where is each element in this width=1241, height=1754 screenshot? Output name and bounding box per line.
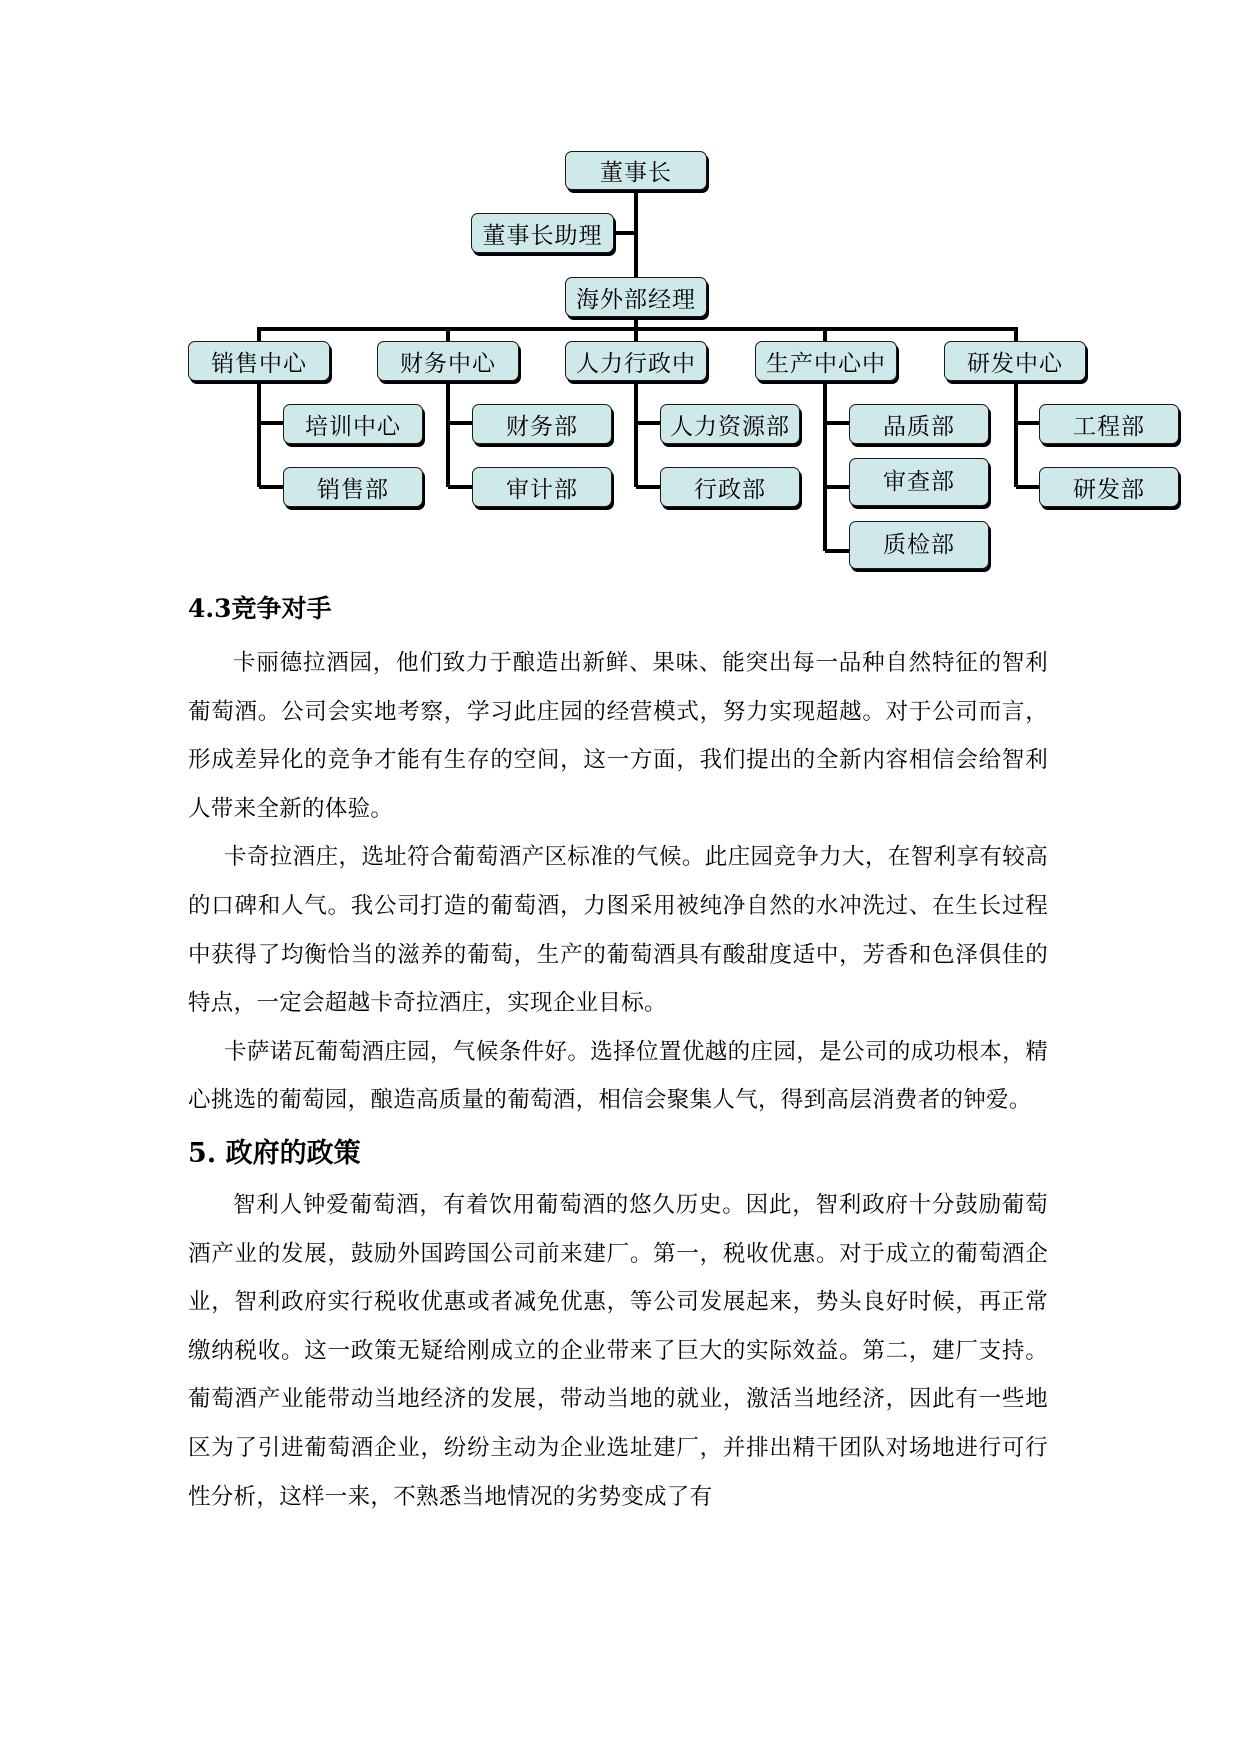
paragraph-3: 卡萨诺瓦葡萄酒庄园，气候条件好。选择位置优越的庄园，是公司的成功根本，精心挑选的葡萄园，酿造高质量的葡萄酒，相信会聚集人气，得到高层消费者的钟爱。: [188, 1038, 1048, 1114]
paragraph-4: 智利人钟爱葡萄酒，有着饮用葡萄酒的悠久历史。因此，智利政府十分鼓励葡萄酒产业的发展，鼓励外国跨国公司前来建厂。第一，税收优惠。对于成立的葡萄酒企业，智利政府实行税收优惠或者减免优惠，等公司发展起来，势头良好时候，再正常缴纳税收。这一政策无疑给刚成立的企业带来了巨大的实际效益。第二，建厂支持。葡萄酒产业能带动当地经济的发展，带动当地的就业，激活当地经济，因此有一些地区为了引进葡萄酒企业，纷纷主动为企业选址建厂，并排出精干团队对场地进行可行性分析，这样一来，不熟悉当地情况的劣势变成了有: [188, 1191, 1048, 1510]
document-body: [188, 585, 1048, 1521]
node-dept-engineering: 工程部: [1039, 404, 1179, 444]
node-dept-admin: 行政部: [660, 467, 800, 507]
node-dept-audit: 审计部: [472, 467, 612, 507]
node-overseas-manager: 海外部经理: [565, 277, 707, 317]
paragraph-2: 卡奇拉酒庄，选址符合葡萄酒产区标准的气候。此庄园竞争力大，在智利享有较高的口碑和人气。我公司打造的葡萄酒，力图采用被纯净自然的水冲洗过、在生长过程中获得了均衡恰当的滋养的葡萄，生产的葡萄酒具有酸甜度适中，芳香和色泽俱佳的特点，一定会超越卡奇拉酒庄，实现企业目标。: [188, 844, 1048, 1017]
node-chairman-assistant: 董事长助理: [471, 213, 614, 253]
node-dept-finance: 财务部: [472, 404, 612, 444]
node-center-rnd: 研发中心: [944, 341, 1086, 381]
node-dept-inspection: 质检部: [849, 521, 989, 569]
node-dept-rnd: 研发部: [1039, 467, 1179, 507]
node-dept-training: 培训中心: [283, 404, 423, 444]
node-dept-review: 审查部: [849, 458, 989, 506]
node-dept-quality: 品质部: [849, 404, 989, 444]
node-chairman: 董事长: [565, 151, 707, 190]
node-dept-hr: 人力资源部: [660, 404, 800, 444]
node-center-production: 生产中心中: [755, 341, 897, 381]
org-chart: [0, 0, 1241, 590]
node-center-sales: 销售中心: [188, 341, 330, 381]
node-dept-sales: 销售部: [283, 467, 423, 507]
node-center-finance: 财务中心: [377, 341, 519, 381]
heading-4-3: 4.3竞争对手: [188, 594, 332, 623]
node-center-hr-admin: 人力行政中: [565, 341, 707, 381]
paragraph-1: 卡丽德拉酒园，他们致力于酿造出新鲜、果味、能突出每一品种自然特征的智利葡萄酒。公司会实地考察，学习此庄园的经营模式，努力实现超越。对于公司而言，形成差异化的竞争才能有生存的空间，这一方面，我们提出的全新内容相信会给智利人带来全新的体验。: [188, 650, 1048, 822]
heading-5: 5. 政府的政策: [188, 1137, 361, 1169]
